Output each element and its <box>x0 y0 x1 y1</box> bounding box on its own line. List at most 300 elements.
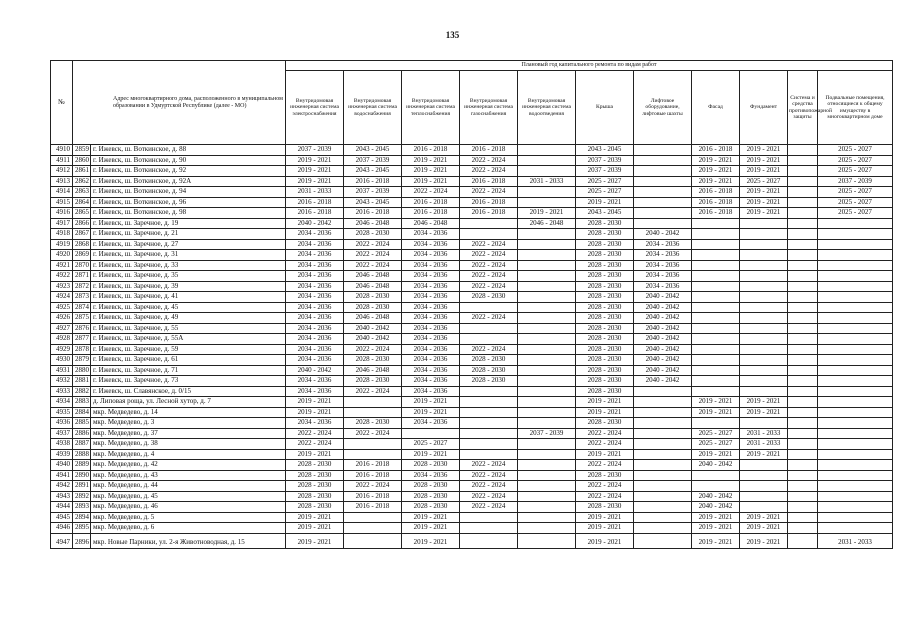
period-cell: 2022 - 2024 <box>576 491 634 502</box>
header-work: Внутридомовая инженерная система водоотведения <box>518 71 576 145</box>
table-row <box>51 407 893 418</box>
period-cell: 2019 - 2021 <box>740 197 788 208</box>
period-cell: 2034 - 2036 <box>402 334 460 345</box>
row-number-cell: 4922 <box>51 271 73 282</box>
table-row <box>51 250 893 261</box>
period-cell <box>634 428 692 439</box>
address-cell: г. Ижевск, ш. Заречное, д. 31 <box>91 250 286 261</box>
period-cell: 2034 - 2036 <box>634 250 692 261</box>
period-cell: 2022 - 2024 <box>460 470 518 481</box>
row-number-cell: 4919 <box>51 239 73 250</box>
period-cell: 2034 - 2036 <box>286 313 344 324</box>
header-work: Крыша <box>576 71 634 145</box>
period-cell <box>788 355 818 366</box>
row-number-cell: 4939 <box>51 449 73 460</box>
period-cell: 2034 - 2036 <box>402 386 460 397</box>
table-row <box>51 481 893 492</box>
period-cell <box>818 512 893 523</box>
house-id-cell: 2881 <box>73 376 91 387</box>
period-cell: 2040 - 2042 <box>634 376 692 387</box>
period-cell: 2046 - 2048 <box>344 281 402 292</box>
period-cell <box>692 292 740 303</box>
period-cell: 2031 - 2033 <box>286 187 344 198</box>
period-cell: 2043 - 2045 <box>344 166 402 177</box>
period-cell: 2019 - 2021 <box>740 449 788 460</box>
period-cell <box>692 386 740 397</box>
row-number-cell: 4910 <box>51 145 73 156</box>
period-cell: 2022 - 2024 <box>286 428 344 439</box>
address-cell: г. Ижевск, ш. Заречное, д. 61 <box>91 355 286 366</box>
period-cell: 2022 - 2024 <box>460 481 518 492</box>
period-cell <box>518 145 576 156</box>
period-cell: 2034 - 2036 <box>402 323 460 334</box>
period-cell <box>740 376 788 387</box>
house-id-cell: 2864 <box>73 197 91 208</box>
period-cell <box>518 376 576 387</box>
table-row <box>51 449 893 460</box>
period-cell: 2019 - 2021 <box>740 407 788 418</box>
row-number-cell: 4937 <box>51 428 73 439</box>
address-cell: г. Ижевск, ш. Воткинское, д. 92А <box>91 176 286 187</box>
period-cell <box>788 155 818 166</box>
address-cell: г. Ижевск, ш. Заречное, д. 45 <box>91 302 286 313</box>
period-cell: 2019 - 2021 <box>286 533 344 548</box>
address-cell: г. Ижевск, ш. Заречное, д. 21 <box>91 229 286 240</box>
period-cell <box>518 187 576 198</box>
house-id-cell: 2873 <box>73 292 91 303</box>
period-cell <box>634 470 692 481</box>
period-cell <box>518 491 576 502</box>
period-cell: 2040 - 2042 <box>634 355 692 366</box>
house-id-cell: 2893 <box>73 502 91 513</box>
period-cell: 2025 - 2027 <box>818 197 893 208</box>
period-cell <box>518 344 576 355</box>
period-cell <box>818 481 893 492</box>
period-cell: 2031 - 2033 <box>740 428 788 439</box>
row-number-cell: 4912 <box>51 166 73 177</box>
period-cell: 2019 - 2021 <box>286 166 344 177</box>
period-cell: 2037 - 2039 <box>518 428 576 439</box>
period-cell <box>818 292 893 303</box>
period-cell <box>788 470 818 481</box>
period-cell <box>692 281 740 292</box>
period-cell <box>692 481 740 492</box>
page-number: 135 <box>445 30 460 40</box>
period-cell: 2034 - 2036 <box>634 239 692 250</box>
period-cell: 2037 - 2039 <box>818 176 893 187</box>
address-cell: г. Ижевск, ш. Воткинское, д. 92 <box>91 166 286 177</box>
period-cell: 2025 - 2027 <box>692 439 740 450</box>
period-cell <box>460 229 518 240</box>
period-cell <box>634 449 692 460</box>
table-row <box>51 229 893 240</box>
row-number-cell: 4925 <box>51 302 73 313</box>
period-cell: 2022 - 2024 <box>286 439 344 450</box>
period-cell <box>518 449 576 460</box>
period-cell <box>460 523 518 534</box>
period-cell: 2034 - 2036 <box>286 386 344 397</box>
period-cell <box>740 470 788 481</box>
period-cell: 2022 - 2024 <box>460 166 518 177</box>
address-cell: мкр. Медведево, д. 6 <box>91 523 286 534</box>
period-cell: 2034 - 2036 <box>286 344 344 355</box>
period-cell: 2028 - 2030 <box>576 281 634 292</box>
period-cell <box>344 397 402 408</box>
period-cell: 2019 - 2021 <box>692 176 740 187</box>
address-cell: мкр. Медведево, д. 43 <box>91 470 286 481</box>
address-cell: г. Ижевск, ш. Заречное, д. 27 <box>91 239 286 250</box>
period-cell: 2019 - 2021 <box>740 145 788 156</box>
row-number-cell: 4946 <box>51 523 73 534</box>
table-row <box>51 292 893 303</box>
period-cell <box>818 428 893 439</box>
table-row <box>51 176 893 187</box>
period-cell: 2037 - 2039 <box>576 155 634 166</box>
period-cell: 2019 - 2021 <box>692 449 740 460</box>
period-cell <box>788 166 818 177</box>
header-number: № <box>51 61 73 145</box>
house-id-cell: 2888 <box>73 449 91 460</box>
period-cell: 2022 - 2024 <box>460 313 518 324</box>
period-cell <box>634 439 692 450</box>
period-cell: 2019 - 2021 <box>740 166 788 177</box>
period-cell: 2025 - 2027 <box>818 155 893 166</box>
period-cell <box>788 449 818 460</box>
period-cell: 2025 - 2027 <box>818 145 893 156</box>
period-cell <box>818 229 893 240</box>
period-cell: 2040 - 2042 <box>634 292 692 303</box>
table-row <box>51 281 893 292</box>
period-cell <box>740 271 788 282</box>
period-cell: 2034 - 2036 <box>286 418 344 429</box>
address-cell: г. Ижевск, ш. Заречное, д. 71 <box>91 365 286 376</box>
house-id-cell: 2859 <box>73 145 91 156</box>
period-cell: 2022 - 2024 <box>344 260 402 271</box>
period-cell: 2016 - 2018 <box>460 145 518 156</box>
period-cell <box>788 365 818 376</box>
address-cell: мкр. Медведево, д. 42 <box>91 460 286 471</box>
address-cell: г. Ижевск, ш. Заречное, д. 73 <box>91 376 286 387</box>
period-cell: 2034 - 2036 <box>402 376 460 387</box>
period-cell <box>518 271 576 282</box>
period-cell: 2019 - 2021 <box>286 176 344 187</box>
row-number-cell: 4934 <box>51 397 73 408</box>
period-cell: 2028 - 2030 <box>460 355 518 366</box>
house-id-cell: 2868 <box>73 239 91 250</box>
period-cell <box>788 523 818 534</box>
period-cell: 2025 - 2027 <box>818 187 893 198</box>
period-cell <box>788 376 818 387</box>
address-cell: мкр. Медведево, д. 38 <box>91 439 286 450</box>
period-cell: 2040 - 2042 <box>692 491 740 502</box>
period-cell <box>818 376 893 387</box>
period-cell <box>344 449 402 460</box>
period-cell <box>634 481 692 492</box>
period-cell <box>634 187 692 198</box>
period-cell <box>634 208 692 219</box>
period-cell: 2016 - 2018 <box>344 491 402 502</box>
house-id-cell: 2883 <box>73 397 91 408</box>
period-cell <box>788 292 818 303</box>
period-cell: 2019 - 2021 <box>740 187 788 198</box>
address-cell: мкр. Медведево, д. 37 <box>91 428 286 439</box>
period-cell <box>518 533 576 548</box>
period-cell: 2019 - 2021 <box>402 512 460 523</box>
period-cell <box>634 166 692 177</box>
period-cell: 2034 - 2036 <box>402 239 460 250</box>
period-cell: 2028 - 2030 <box>402 491 460 502</box>
period-cell: 2022 - 2024 <box>576 460 634 471</box>
row-number-cell: 4921 <box>51 260 73 271</box>
period-cell: 2043 - 2045 <box>344 145 402 156</box>
period-cell: 2040 - 2042 <box>634 365 692 376</box>
period-cell: 2019 - 2021 <box>402 176 460 187</box>
period-cell <box>740 218 788 229</box>
period-cell <box>740 460 788 471</box>
period-cell <box>818 418 893 429</box>
period-cell <box>634 155 692 166</box>
house-id-cell: 2895 <box>73 523 91 534</box>
period-cell: 2019 - 2021 <box>286 155 344 166</box>
period-cell <box>460 323 518 334</box>
row-number-cell: 4915 <box>51 197 73 208</box>
header-work: Внутридомовая инженерная система водоснабжения <box>344 71 402 145</box>
period-cell <box>818 397 893 408</box>
house-id-cell: 2891 <box>73 481 91 492</box>
period-cell <box>788 197 818 208</box>
period-cell: 2034 - 2036 <box>402 344 460 355</box>
period-cell <box>818 470 893 481</box>
header-work: Лифтовое оборудование, лифтовые шахты <box>634 71 692 145</box>
table-row <box>51 187 893 198</box>
table-row <box>51 218 893 229</box>
row-number-cell: 4920 <box>51 250 73 261</box>
period-cell <box>518 355 576 366</box>
period-cell <box>818 407 893 418</box>
period-cell: 2016 - 2018 <box>286 197 344 208</box>
table-row <box>51 271 893 282</box>
table-row <box>51 166 893 177</box>
row-number-cell: 4944 <box>51 502 73 513</box>
table-row <box>51 355 893 366</box>
period-cell: 2019 - 2021 <box>576 533 634 548</box>
period-cell: 2034 - 2036 <box>402 313 460 324</box>
period-cell <box>460 407 518 418</box>
header-work: Подвальные помещения, относящиеся к общему имуществу в многоквартирном доме <box>818 71 893 145</box>
period-cell <box>518 292 576 303</box>
period-cell <box>740 239 788 250</box>
period-cell <box>740 281 788 292</box>
period-cell <box>518 481 576 492</box>
period-cell <box>740 313 788 324</box>
period-cell: 2034 - 2036 <box>402 229 460 240</box>
period-cell <box>788 187 818 198</box>
period-cell <box>518 313 576 324</box>
period-cell <box>818 491 893 502</box>
period-cell: 2016 - 2018 <box>692 197 740 208</box>
table-row <box>51 418 893 429</box>
period-cell <box>518 512 576 523</box>
period-cell <box>518 397 576 408</box>
address-cell: мкр. Медведево, д. 5 <box>91 512 286 523</box>
period-cell: 2019 - 2021 <box>286 449 344 460</box>
period-cell: 2034 - 2036 <box>286 250 344 261</box>
period-cell <box>344 533 402 548</box>
table-row <box>51 523 893 534</box>
period-cell <box>518 365 576 376</box>
period-cell <box>788 439 818 450</box>
row-number-cell: 4918 <box>51 229 73 240</box>
period-cell: 2040 - 2042 <box>344 323 402 334</box>
period-cell <box>788 281 818 292</box>
header-work: Внутридомовая инженерная система электроснабжения <box>286 71 344 145</box>
period-cell <box>460 386 518 397</box>
period-cell <box>818 334 893 345</box>
period-cell: 2034 - 2036 <box>286 355 344 366</box>
row-number-cell: 4911 <box>51 155 73 166</box>
row-number-cell: 4923 <box>51 281 73 292</box>
period-cell: 2034 - 2036 <box>402 271 460 282</box>
table-row <box>51 365 893 376</box>
house-id-cell: 2863 <box>73 187 91 198</box>
house-id-cell: 2886 <box>73 428 91 439</box>
period-cell: 2019 - 2021 <box>576 407 634 418</box>
period-cell: 2028 - 2030 <box>402 481 460 492</box>
period-cell <box>634 386 692 397</box>
period-cell: 2016 - 2018 <box>460 208 518 219</box>
period-cell <box>518 197 576 208</box>
period-cell <box>518 260 576 271</box>
period-cell: 2019 - 2021 <box>286 523 344 534</box>
table-row <box>51 460 893 471</box>
house-id-cell: 2879 <box>73 355 91 366</box>
period-cell: 2019 - 2021 <box>692 166 740 177</box>
period-cell: 2022 - 2024 <box>460 491 518 502</box>
address-cell: г. Ижевск, ш. Заречное, д. 49 <box>91 313 286 324</box>
period-cell: 2031 - 2033 <box>818 533 893 548</box>
period-cell <box>460 449 518 460</box>
period-cell: 2019 - 2021 <box>576 449 634 460</box>
row-number-cell: 4935 <box>51 407 73 418</box>
period-cell <box>818 523 893 534</box>
period-cell <box>460 334 518 345</box>
table-row <box>51 344 893 355</box>
period-cell <box>740 502 788 513</box>
period-cell <box>740 302 788 313</box>
period-cell <box>460 418 518 429</box>
period-cell: 2016 - 2018 <box>692 208 740 219</box>
address-cell: г. Ижевск, ш. Заречное, д. 41 <box>91 292 286 303</box>
period-cell: 2028 - 2030 <box>576 386 634 397</box>
period-cell: 2019 - 2021 <box>740 155 788 166</box>
period-cell <box>788 533 818 548</box>
address-cell: г. Ижевск, ш. Заречное, д. 35 <box>91 271 286 282</box>
period-cell <box>788 344 818 355</box>
period-cell: 2028 - 2030 <box>576 334 634 345</box>
table-row <box>51 386 893 397</box>
period-cell <box>788 323 818 334</box>
period-cell <box>634 502 692 513</box>
period-cell <box>740 229 788 240</box>
table-row <box>51 533 893 548</box>
period-cell: 2019 - 2021 <box>576 512 634 523</box>
period-cell: 2040 - 2042 <box>286 365 344 376</box>
period-cell <box>740 386 788 397</box>
period-cell <box>692 271 740 282</box>
period-cell: 2028 - 2030 <box>344 355 402 366</box>
period-cell <box>740 323 788 334</box>
period-cell <box>460 397 518 408</box>
period-cell <box>344 523 402 534</box>
period-cell: 2022 - 2024 <box>344 250 402 261</box>
table-row <box>51 208 893 219</box>
address-cell: г. Ижевск, ш. Заречное, д. 33 <box>91 260 286 271</box>
period-cell <box>788 260 818 271</box>
period-cell <box>788 218 818 229</box>
row-number-cell: 4942 <box>51 481 73 492</box>
period-cell: 2019 - 2021 <box>518 208 576 219</box>
period-cell <box>818 260 893 271</box>
period-cell: 2028 - 2030 <box>576 250 634 261</box>
period-cell: 2034 - 2036 <box>286 292 344 303</box>
period-cell: 2034 - 2036 <box>286 260 344 271</box>
period-cell: 2040 - 2042 <box>634 334 692 345</box>
period-cell: 2025 - 2027 <box>818 208 893 219</box>
period-cell: 2034 - 2036 <box>286 271 344 282</box>
period-cell: 2040 - 2042 <box>286 218 344 229</box>
period-cell: 2034 - 2036 <box>634 281 692 292</box>
house-id-cell: 2877 <box>73 334 91 345</box>
row-number-cell: 4932 <box>51 376 73 387</box>
period-cell: 2034 - 2036 <box>402 281 460 292</box>
period-cell: 2034 - 2036 <box>402 418 460 429</box>
period-cell <box>788 271 818 282</box>
period-cell <box>460 302 518 313</box>
period-cell <box>788 428 818 439</box>
period-cell: 2040 - 2042 <box>634 344 692 355</box>
table-row <box>51 491 893 502</box>
period-cell: 2031 - 2033 <box>740 439 788 450</box>
period-cell <box>818 355 893 366</box>
period-cell <box>740 292 788 303</box>
row-number-cell: 4913 <box>51 176 73 187</box>
period-cell: 2019 - 2021 <box>692 407 740 418</box>
house-id-cell: 2861 <box>73 166 91 177</box>
period-cell: 2034 - 2036 <box>402 250 460 261</box>
house-id-cell: 2894 <box>73 512 91 523</box>
period-cell: 2022 - 2024 <box>344 428 402 439</box>
period-cell <box>788 145 818 156</box>
period-cell: 2040 - 2042 <box>692 460 740 471</box>
period-cell <box>634 218 692 229</box>
period-cell <box>692 344 740 355</box>
row-number-cell: 4927 <box>51 323 73 334</box>
period-cell <box>818 302 893 313</box>
period-cell <box>818 323 893 334</box>
period-cell <box>788 386 818 397</box>
table-row <box>51 145 893 156</box>
period-cell: 2034 - 2036 <box>286 323 344 334</box>
period-cell <box>692 218 740 229</box>
period-cell <box>788 418 818 429</box>
period-cell: 2034 - 2036 <box>286 302 344 313</box>
period-cell: 2028 - 2030 <box>344 418 402 429</box>
period-cell <box>518 323 576 334</box>
period-cell <box>518 166 576 177</box>
period-cell: 2028 - 2030 <box>576 271 634 282</box>
period-cell <box>518 250 576 261</box>
address-cell: мкр. Медведево, д. 44 <box>91 481 286 492</box>
